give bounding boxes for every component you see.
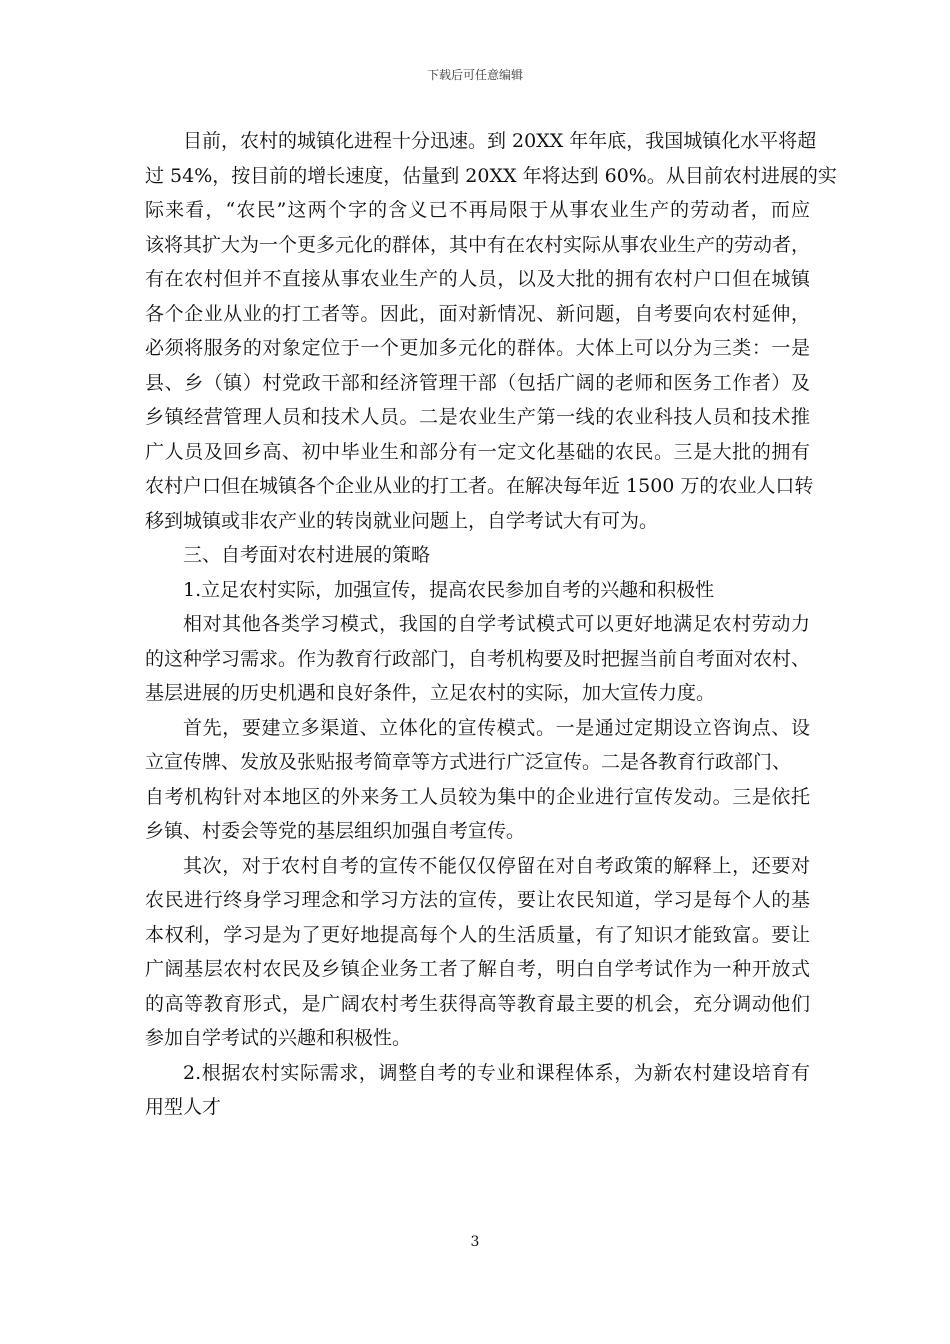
text-line: 首先，要建立多渠道、立体化的宣传模式。一是通过定期设立咨询点、设 [183, 716, 810, 739]
text-line: 农民进行终身学习理念和学习方法的宣传，要让农民知道，学习是每个人的基 [145, 889, 810, 911]
subsection-heading: 2.根据农村实际需求，调整自考的专业和课程体系，为新农村建设培育有 [183, 1061, 810, 1084]
text-line: 广人员及回乡高、初中毕业生和部分有一定文化基础的农民。三是大批的拥有 [145, 440, 810, 463]
text-line: 乡镇经营管理人员和技术人员。二是农业生产第一线的农业科技人员和技术推 [145, 406, 810, 428]
text-line: 有在农村但并不直接从事农业生产的人员，以及大批的拥有农村户口但在城镇 [145, 268, 810, 290]
text-line: 的高等教育形式，是广阔农村考生获得高等教育最主要的机会，充分调动他们 [145, 992, 810, 1015]
text-line: 必须将服务的对象定位于一个更加多元化的群体。大体上可以分为三类：一是 [145, 337, 810, 359]
text-line: 目前，农村的城镇化进程十分迅速。到 20XX 年年底，我国城镇化水平将超 [183, 130, 817, 152]
text-line: 自考机构针对本地区的外来务工人员较为集中的企业进行宣传发动。三是依托 [145, 785, 810, 808]
text-line: 广阔基层农村农民及乡镇企业务工者了解自考，明白自学考试作为一种开放式 [145, 958, 810, 980]
text-line: 其次，对于农村自考的宣传不能仅仅停留在对自考政策的解释上，还要对 [183, 854, 810, 877]
text-line: 农村户口但在城镇各个企业从业的打工者。在解决每年近 1500 万的农业人口转 [145, 475, 814, 497]
subsection-heading-cont: 用型人才 [145, 1096, 222, 1118]
text-line: 各个企业从业的打工者等。因此，面对新情况、新问题，自考要向农村延伸， [145, 302, 810, 325]
section-heading: 三、自考面对农村进展的策略 [183, 544, 431, 566]
page-number: 3 [470, 1234, 480, 1250]
subsection-heading: 1.立足农村实际，加强宣传，提高农民参加自考的兴趣和积极性 [183, 578, 715, 601]
text-line: 县、乡（镇）村党政干部和经济管理干部（包括广阔的老师和医务工作者）及 [145, 371, 810, 394]
text-line: 乡镇、村委会等党的基层组织加强自考宣传。 [145, 820, 526, 842]
text-line: 该将其扩大为一个更多元化的群体，其中有在农村实际从事农业生产的劳动者， [145, 233, 811, 256]
text-line: 立宣传牌、发放及张贴报考简章等方式进行广泛宣传。二是各教育行政部门、 [145, 751, 792, 773]
text-line: 基层进展的历史机遇和良好条件，立足农村的实际，加大宣传力度。 [145, 682, 716, 704]
text-line: 本权利，学习是为了更好地提高每个人的生活质量，有了知识才能致富。要让 [145, 923, 810, 946]
text-line: 过 54%，按目前的增长速度，估量到 20XX 年将达到 60%。从目前农村进展的实 [145, 164, 837, 187]
text-line: 相对其他各类学习模式，我国的自学考试模式可以更好地满足农村劳动力 [183, 613, 810, 635]
page-header: 下载后可任意编辑 [426, 68, 523, 82]
text-line: 的这种学习需求。作为教育行政部门，自考机构要及时把握当前自考面对农村、 [145, 647, 811, 670]
body-text [145, 124, 837, 1125]
text-line: 际来看，“农民”这两个字的含义已不再局限于从事农业生产的劳动者，而应 [145, 199, 810, 221]
text-line: 移到城镇或非农产业的转岗就业问题上，自学考试大有可为。 [145, 509, 659, 532]
text-line: 参加自学考试的兴趣和积极性。 [145, 1027, 412, 1049]
